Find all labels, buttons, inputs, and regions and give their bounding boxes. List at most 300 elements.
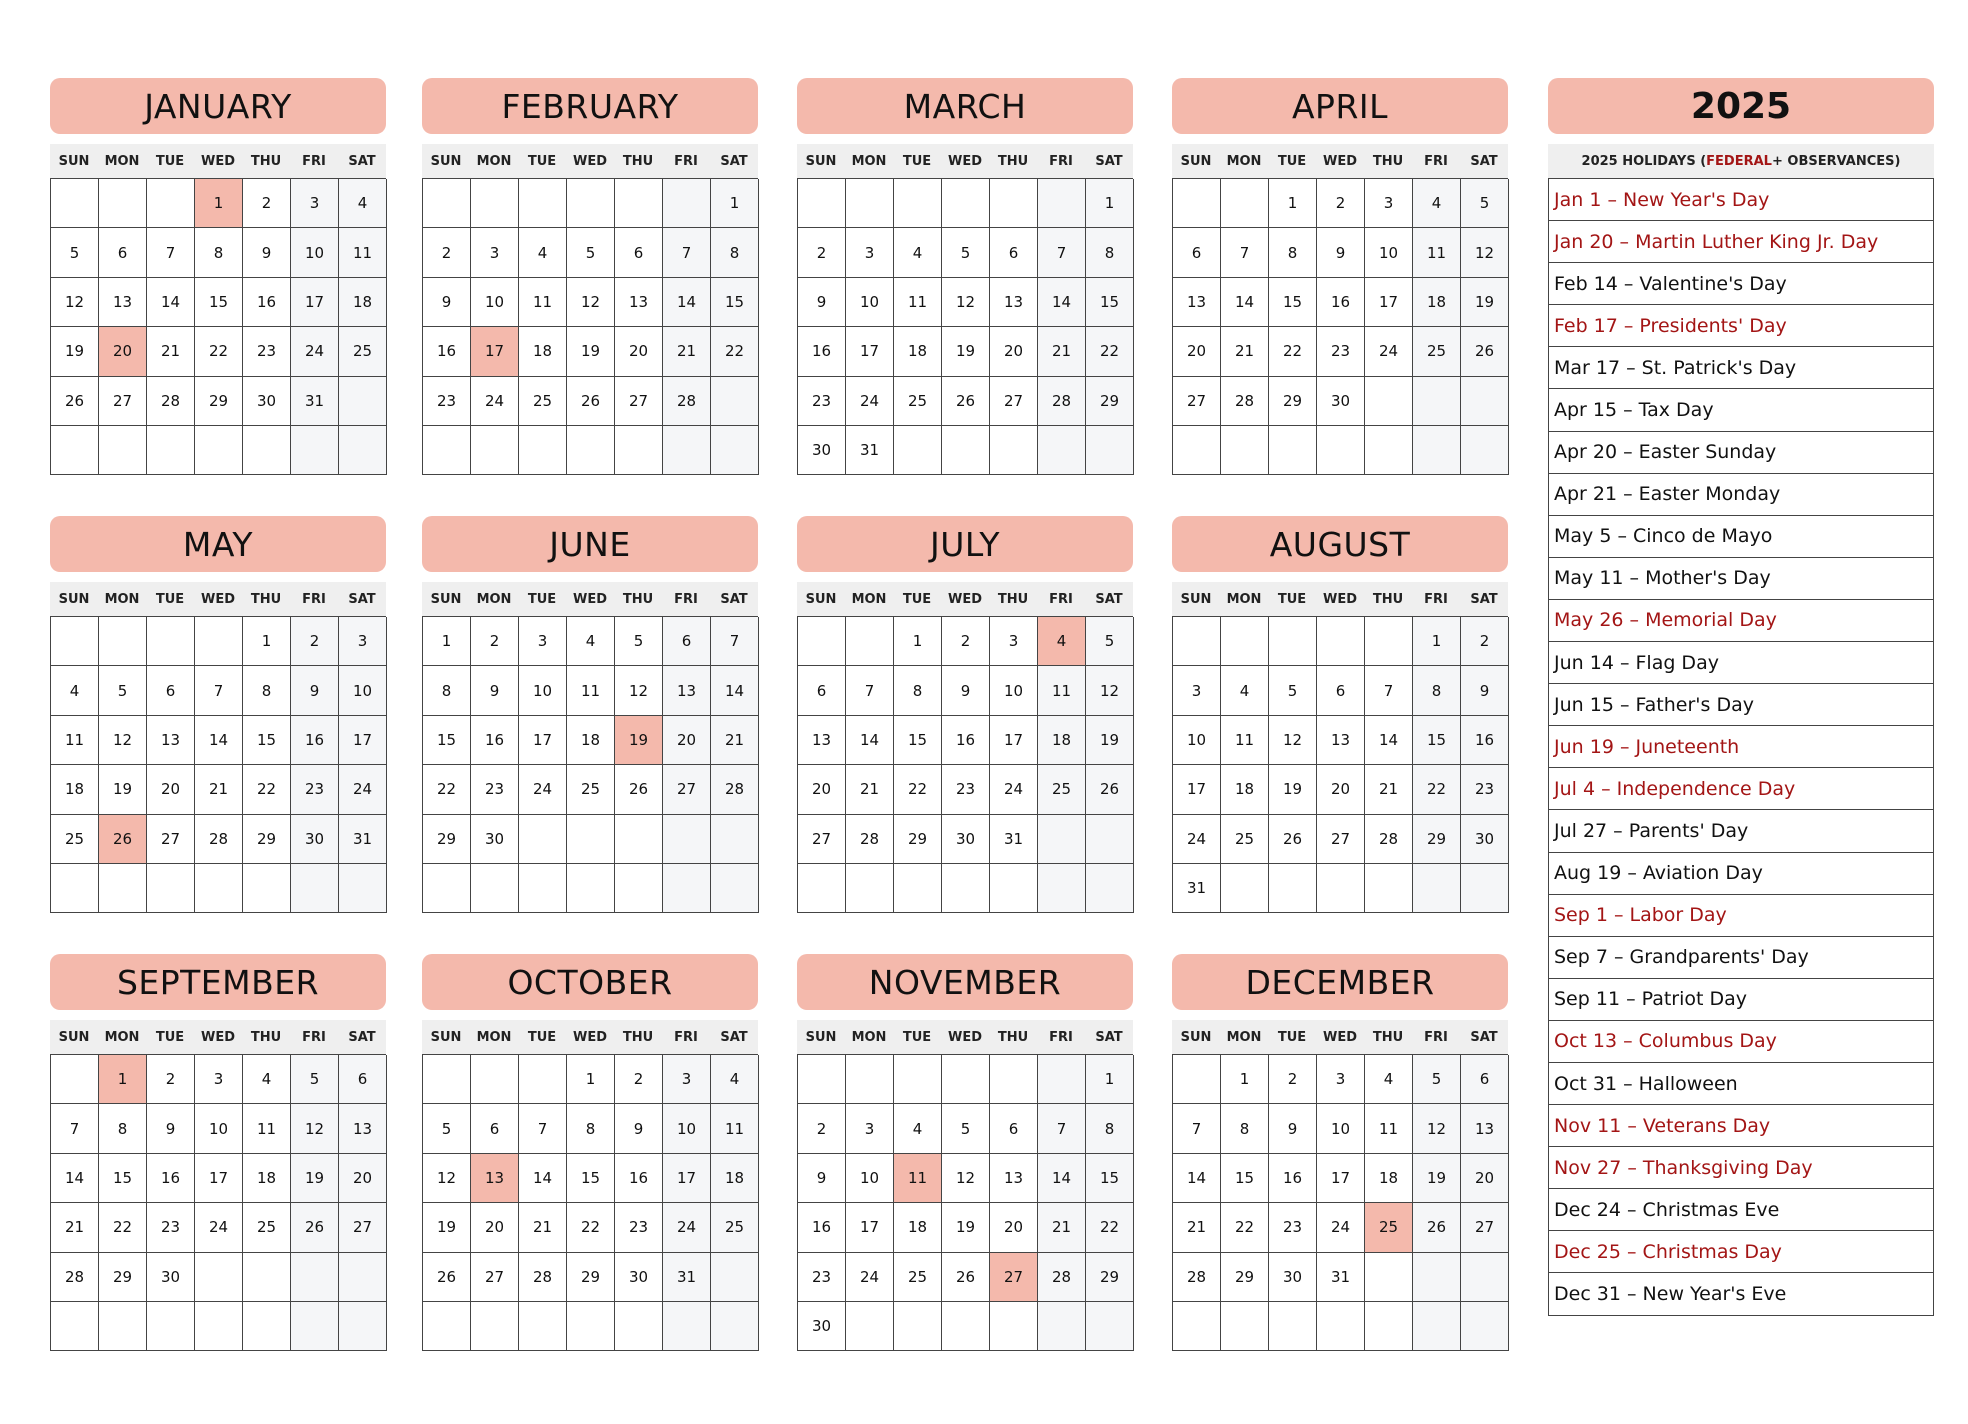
day-cell: 8 [1413,666,1461,715]
day-cell: 15 [1086,278,1134,327]
weekday-label: FRI [302,591,326,607]
day-cell: 17 [339,716,387,765]
empty-day-cell [942,426,990,475]
month-title: SEPTEMBER [50,954,386,1010]
day-cell: 3 [195,1055,243,1104]
weekday-label: MON [1226,153,1262,169]
day-cell: 6 [990,228,1038,277]
day-cell: 18 [1038,716,1086,765]
month-title: AUGUST [1172,516,1508,572]
empty-day-cell [291,864,339,913]
day-cell: 30 [243,377,291,426]
empty-day-cell [942,179,990,228]
day-cell: 13 [615,278,663,327]
day-cell: 30 [1317,377,1365,426]
day-cell: 7 [1038,228,1086,277]
day-cell: 22 [1221,1203,1269,1252]
day-cell: 27 [663,765,711,814]
day-cell: 8 [894,666,942,715]
empty-day-cell [942,1302,990,1351]
weekday-label: SAT [720,153,748,169]
day-cell: 12 [1269,716,1317,765]
day-cell: 12 [291,1104,339,1153]
day-cell: 10 [846,278,894,327]
empty-day-cell [1365,864,1413,913]
day-cell: 28 [846,815,894,864]
empty-day-cell [51,426,99,475]
month-december [1172,954,1508,1351]
empty-day-cell [1221,426,1269,475]
day-cell: 8 [423,666,471,715]
day-grid [797,616,1133,913]
day-cell: 28 [1365,815,1413,864]
empty-day-cell [567,815,615,864]
day-cell: 5 [291,1055,339,1104]
weekday-header [1172,1020,1508,1054]
holiday-day-cell: 26 [99,815,147,864]
empty-day-cell [423,1055,471,1104]
weekday-label: SAT [1095,153,1123,169]
empty-day-cell [147,426,195,475]
day-cell: 14 [1221,278,1269,327]
day-cell: 30 [798,1302,846,1351]
weekday-label: MON [104,153,140,169]
empty-day-cell [99,1302,147,1351]
empty-day-cell [1317,617,1365,666]
day-cell: 7 [1365,666,1413,715]
day-cell: 5 [567,228,615,277]
weekday-header [50,1020,386,1054]
day-grid [1172,178,1508,475]
observance-item: Sep 7 – Grandparents' Day [1549,937,1933,979]
day-cell: 23 [423,377,471,426]
day-cell: 4 [711,1055,759,1104]
day-cell: 21 [711,716,759,765]
federal-holiday-item: Nov 27 – Thanksgiving Day [1549,1147,1933,1189]
weekday-label: TUE [1277,591,1307,607]
weekday-label: SUN [1180,1029,1212,1045]
empty-day-cell [1086,815,1134,864]
day-cell: 21 [147,327,195,376]
weekday-label: TUE [902,153,932,169]
weekday-label: TUE [1277,1029,1307,1045]
weekday-label: SUN [1180,591,1212,607]
empty-day-cell [1086,1302,1134,1351]
day-grid [797,1054,1133,1351]
observance-item: Apr 15 – Tax Day [1549,389,1933,431]
weekday-label: WED [200,591,235,607]
day-cell: 21 [1038,327,1086,376]
month-title: FEBRUARY [422,78,758,134]
day-cell: 18 [519,327,567,376]
day-grid [422,1054,758,1351]
month-march [797,78,1133,475]
day-cell: 9 [798,1154,846,1203]
weekday-label: MON [1226,591,1262,607]
day-cell: 28 [1038,1253,1086,1302]
empty-day-cell [1413,864,1461,913]
weekday-label: WED [947,153,982,169]
weekday-label: THU [1372,591,1404,607]
empty-day-cell [1413,1302,1461,1351]
day-cell: 11 [51,716,99,765]
day-cell: 31 [1173,864,1221,913]
empty-day-cell [1038,426,1086,475]
day-cell: 17 [1365,278,1413,327]
empty-day-cell [846,1302,894,1351]
day-cell: 9 [423,278,471,327]
day-cell: 25 [894,377,942,426]
day-cell: 22 [894,765,942,814]
empty-day-cell [1461,1253,1509,1302]
federal-holiday-item: Nov 11 – Veterans Day [1549,1105,1933,1147]
day-cell: 7 [195,666,243,715]
day-cell: 19 [1413,1154,1461,1203]
day-cell: 5 [423,1104,471,1153]
day-cell: 3 [990,617,1038,666]
empty-day-cell [1221,1302,1269,1351]
day-cell: 2 [798,228,846,277]
day-cell: 10 [1365,228,1413,277]
day-grid [1172,1054,1508,1351]
empty-day-cell [471,1055,519,1104]
month-title: JUNE [422,516,758,572]
day-cell: 3 [663,1055,711,1104]
observance-item: Oct 31 – Halloween [1549,1063,1933,1105]
day-cell: 20 [1173,327,1221,376]
day-cell: 16 [1269,1154,1317,1203]
empty-day-cell [894,864,942,913]
empty-day-cell [711,864,759,913]
day-cell: 4 [567,617,615,666]
empty-day-cell [1173,617,1221,666]
day-cell: 18 [1413,278,1461,327]
empty-day-cell [423,179,471,228]
empty-day-cell [423,426,471,475]
day-cell: 14 [519,1154,567,1203]
day-cell: 4 [243,1055,291,1104]
day-cell: 24 [663,1203,711,1252]
day-cell: 16 [147,1154,195,1203]
day-cell: 23 [147,1203,195,1252]
day-cell: 18 [339,278,387,327]
day-cell: 2 [942,617,990,666]
empty-day-cell [1461,426,1509,475]
federal-holiday-item: Oct 13 – Columbus Day [1549,1021,1933,1063]
day-cell: 23 [1461,765,1509,814]
weekday-label: SUN [805,591,837,607]
day-cell: 19 [567,327,615,376]
day-cell: 31 [291,377,339,426]
day-cell: 28 [51,1253,99,1302]
empty-day-cell [942,1055,990,1104]
day-cell: 17 [846,1203,894,1252]
observance-item: Jun 15 – Father's Day [1549,684,1933,726]
day-cell: 25 [519,377,567,426]
day-cell: 28 [1221,377,1269,426]
empty-day-cell [894,179,942,228]
day-cell: 23 [243,327,291,376]
day-cell: 2 [1317,179,1365,228]
day-cell: 17 [990,716,1038,765]
day-cell: 10 [1317,1104,1365,1153]
holiday-list [1548,178,1934,1316]
day-cell: 7 [846,666,894,715]
day-cell: 13 [1173,278,1221,327]
empty-day-cell [1413,426,1461,475]
empty-day-cell [846,1055,894,1104]
day-cell: 20 [1317,765,1365,814]
weekday-header [797,1020,1133,1054]
day-cell: 18 [51,765,99,814]
day-cell: 5 [51,228,99,277]
day-cell: 4 [51,666,99,715]
day-cell: 24 [195,1203,243,1252]
empty-day-cell [663,815,711,864]
empty-day-cell [798,617,846,666]
day-cell: 24 [291,327,339,376]
empty-day-cell [1038,179,1086,228]
empty-day-cell [894,1302,942,1351]
day-cell: 31 [846,426,894,475]
weekday-label: SUN [805,1029,837,1045]
day-cell: 23 [798,1253,846,1302]
weekday-label: SAT [1470,1029,1498,1045]
day-cell: 16 [291,716,339,765]
empty-day-cell [798,1055,846,1104]
day-cell: 31 [663,1253,711,1302]
day-cell: 17 [1317,1154,1365,1203]
day-cell: 17 [663,1154,711,1203]
day-cell: 5 [1413,1055,1461,1104]
federal-holiday-item: Jan 20 – Martin Luther King Jr. Day [1549,221,1933,263]
day-cell: 3 [846,1104,894,1153]
day-cell: 4 [894,1104,942,1153]
day-cell: 10 [195,1104,243,1153]
day-cell: 19 [942,327,990,376]
day-cell: 1 [1221,1055,1269,1104]
empty-day-cell [711,377,759,426]
observance-item: Aug 19 – Aviation Day [1549,853,1933,895]
day-cell: 22 [423,765,471,814]
empty-day-cell [147,1302,195,1351]
weekday-label: SAT [348,1029,376,1045]
day-cell: 2 [471,617,519,666]
day-cell: 6 [615,228,663,277]
day-cell: 10 [990,666,1038,715]
day-cell: 10 [1173,716,1221,765]
day-cell: 27 [99,377,147,426]
day-cell: 1 [1269,179,1317,228]
day-cell: 12 [99,716,147,765]
day-cell: 28 [663,377,711,426]
day-cell: 9 [615,1104,663,1153]
day-cell: 15 [243,716,291,765]
day-cell: 30 [471,815,519,864]
day-cell: 14 [195,716,243,765]
day-cell: 15 [711,278,759,327]
federal-holiday-item: Jan 1 – New Year's Day [1549,179,1933,221]
day-cell: 14 [663,278,711,327]
empty-day-cell [615,1302,663,1351]
day-cell: 8 [1086,228,1134,277]
day-cell: 19 [291,1154,339,1203]
empty-day-cell [243,426,291,475]
day-cell: 23 [1269,1203,1317,1252]
weekday-label: SAT [1470,153,1498,169]
day-cell: 6 [990,1104,1038,1153]
day-cell: 26 [1086,765,1134,814]
holiday-panel [1548,78,1934,1316]
empty-day-cell [1269,617,1317,666]
day-cell: 20 [615,327,663,376]
federal-holiday-item: May 26 – Memorial Day [1549,600,1933,642]
day-cell: 1 [1413,617,1461,666]
day-cell: 12 [942,1154,990,1203]
day-cell: 29 [243,815,291,864]
day-cell: 2 [423,228,471,277]
day-cell: 14 [1365,716,1413,765]
day-cell: 19 [1086,716,1134,765]
day-cell: 16 [615,1154,663,1203]
day-cell: 20 [990,327,1038,376]
empty-day-cell [195,1302,243,1351]
empty-day-cell [99,617,147,666]
weekday-label: FRI [674,1029,698,1045]
day-cell: 3 [1173,666,1221,715]
weekday-header [797,582,1133,616]
day-cell: 18 [711,1154,759,1203]
day-cell: 14 [147,278,195,327]
day-cell: 1 [567,1055,615,1104]
holidays-subheader-suffix: + OBSERVANCES) [1771,153,1901,169]
day-cell: 29 [894,815,942,864]
day-grid [1172,616,1508,913]
day-cell: 10 [339,666,387,715]
weekday-label: SAT [720,591,748,607]
day-cell: 23 [798,377,846,426]
observance-item: Mar 17 – St. Patrick's Day [1549,347,1933,389]
day-cell: 2 [147,1055,195,1104]
empty-day-cell [798,864,846,913]
day-cell: 19 [51,327,99,376]
day-cell: 1 [423,617,471,666]
weekday-label: WED [200,1029,235,1045]
day-cell: 2 [291,617,339,666]
day-cell: 27 [1173,377,1221,426]
empty-day-cell [1365,377,1413,426]
weekday-label: TUE [1277,153,1307,169]
weekday-label: TUE [902,1029,932,1045]
day-cell: 11 [894,278,942,327]
day-cell: 8 [243,666,291,715]
empty-day-cell [1317,864,1365,913]
weekday-label: SAT [348,153,376,169]
weekday-header [50,582,386,616]
day-cell: 9 [1269,1104,1317,1153]
observance-item: Apr 20 – Easter Sunday [1549,432,1933,474]
day-cell: 13 [147,716,195,765]
federal-holiday-item: Jul 4 – Independence Day [1549,768,1933,810]
day-cell: 22 [711,327,759,376]
weekday-label: TUE [155,591,185,607]
day-cell: 17 [1173,765,1221,814]
holiday-day-cell: 19 [615,716,663,765]
day-cell: 24 [990,765,1038,814]
day-cell: 8 [1269,228,1317,277]
day-cell: 13 [798,716,846,765]
weekday-label: MON [851,1029,887,1045]
day-cell: 25 [1038,765,1086,814]
empty-day-cell [1269,1302,1317,1351]
empty-day-cell [990,179,1038,228]
federal-holiday-item: Jun 19 – Juneteenth [1549,726,1933,768]
observance-item: Dec 31 – New Year's Eve [1549,1273,1933,1315]
weekday-label: SAT [1095,591,1123,607]
day-cell: 14 [1038,278,1086,327]
empty-day-cell [99,864,147,913]
empty-day-cell [846,617,894,666]
month-may [50,516,386,913]
day-cell: 29 [99,1253,147,1302]
day-cell: 22 [243,765,291,814]
day-cell: 13 [99,278,147,327]
empty-day-cell [195,1253,243,1302]
day-cell: 24 [519,765,567,814]
day-cell: 4 [894,228,942,277]
empty-day-cell [471,864,519,913]
day-cell: 7 [711,617,759,666]
day-cell: 17 [195,1154,243,1203]
empty-day-cell [567,1302,615,1351]
empty-day-cell [243,1253,291,1302]
day-cell: 5 [99,666,147,715]
day-cell: 8 [567,1104,615,1153]
day-cell: 30 [1269,1253,1317,1302]
day-cell: 3 [1365,179,1413,228]
empty-day-cell [1317,1302,1365,1351]
day-cell: 4 [1221,666,1269,715]
empty-day-cell [339,864,387,913]
weekday-label: FRI [1424,1029,1448,1045]
day-cell: 18 [1221,765,1269,814]
day-cell: 31 [339,815,387,864]
day-cell: 4 [1413,179,1461,228]
day-cell: 26 [615,765,663,814]
day-cell: 8 [711,228,759,277]
day-cell: 27 [339,1203,387,1252]
day-cell: 1 [711,179,759,228]
day-cell: 17 [291,278,339,327]
day-cell: 25 [711,1203,759,1252]
weekday-label: THU [250,153,282,169]
day-cell: 11 [711,1104,759,1153]
day-cell: 13 [990,1154,1038,1203]
empty-day-cell [1221,179,1269,228]
weekday-header [1172,582,1508,616]
weekday-label: WED [200,153,235,169]
empty-day-cell [663,1302,711,1351]
day-cell: 19 [423,1203,471,1252]
day-cell: 22 [1086,327,1134,376]
day-cell: 18 [1365,1154,1413,1203]
day-cell: 19 [1461,278,1509,327]
day-cell: 28 [195,815,243,864]
month-title: OCTOBER [422,954,758,1010]
day-cell: 13 [1317,716,1365,765]
day-cell: 21 [663,327,711,376]
empty-day-cell [894,426,942,475]
